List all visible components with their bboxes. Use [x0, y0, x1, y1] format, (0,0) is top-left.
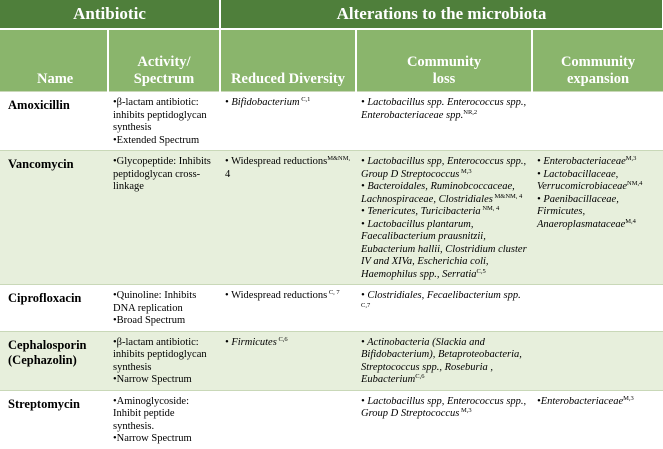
community-expansion-item — [537, 156, 659, 169]
activity-item: •Glycopeptide: Inhibits peptidoglycan cross-linkage — [113, 156, 216, 194]
column-header-expansion-line2: expansion — [567, 71, 629, 87]
group-header-alterations: Alterations to the microbiota — [220, 0, 663, 29]
reduced-diversity-item — [225, 97, 352, 110]
antibiotic-name: Cephalosporin (Cephazolin) — [0, 331, 108, 390]
community-expansion-item-text: • Lactobacillaceae, Verrucomicrobiaceae — [537, 169, 627, 193]
community-expansion-cell — [532, 331, 663, 390]
community-loss-item — [361, 337, 528, 387]
activity-item: •Narrow Spectrum — [113, 433, 216, 446]
reduced-diversity-item-reference-cont: 4 — [225, 169, 230, 180]
column-header-activity-line2: Spectrum — [134, 71, 194, 87]
community-expansion-item — [537, 169, 659, 194]
activity-item: •β-lactam antibiotic: inhibits peptidoglycan synthesis — [113, 337, 216, 375]
reduced-diversity-item-text: • Firmicutes — [225, 337, 277, 348]
antibiotic-name: Ciprofloxacin — [0, 285, 108, 332]
community-loss-cell — [356, 331, 532, 390]
reduced-diversity-item-reference: M&NM, — [327, 155, 350, 162]
community-loss-item-reference: M&NM, 4 — [493, 193, 522, 200]
activity-cell — [108, 390, 220, 449]
community-loss-item — [361, 206, 528, 219]
activity-item: •Quinoline: Inhibits DNA replication — [113, 290, 216, 315]
column-header-name-label: Name — [37, 71, 73, 87]
community-loss-item — [361, 156, 528, 181]
community-loss-item-text: • Lactobacillus spp, Enterococcus spp., Group D Streptococcus — [361, 156, 526, 180]
community-loss-item — [361, 396, 528, 421]
community-expansion-item-reference: M,4 — [625, 218, 636, 225]
community-expansion-cell — [532, 390, 663, 449]
community-expansion-item — [537, 396, 659, 409]
community-expansion-item-reference: NM,4 — [627, 180, 642, 187]
community-expansion-item-text: • Enterobacteriaceae — [537, 156, 626, 167]
community-expansion-cell — [532, 285, 663, 332]
reduced-diversity-cell — [220, 390, 356, 449]
community-loss-item — [361, 97, 528, 122]
community-expansion-cell — [532, 92, 663, 151]
community-loss-item-reference: NR,2 — [463, 109, 477, 116]
column-header-row — [0, 29, 663, 92]
activity-item: •Aminoglycoside: Inhibit peptide synthesis. — [113, 396, 216, 434]
community-loss-item-reference: NM, 4 — [481, 205, 500, 212]
community-loss-item — [361, 219, 528, 282]
community-loss-item-text: • Actinobacteria (Slackia and Bifidobacterium), Betaproteobacteria, Streptococcus spp., Roseburia , Eubacterium — [361, 337, 522, 386]
community-expansion-cell — [532, 151, 663, 285]
community-loss-cell — [356, 390, 532, 449]
community-loss-item-reference: C,7 — [361, 302, 370, 309]
reduced-diversity-item-text: • Widespread reductions — [225, 290, 327, 301]
community-loss-cell — [356, 151, 532, 285]
community-loss-item-reference: M,3 — [459, 407, 471, 414]
community-expansion-item-text: • Paenibacillaceae, Firmicutes, Anaeroplasmataceae — [537, 194, 625, 230]
community-loss-item-text: • Clostridiales, Fecaelibacterium spp. — [361, 290, 521, 301]
antibiotic-name: Amoxicillin — [0, 92, 108, 151]
table-row — [0, 390, 663, 449]
community-loss-item-reference: C,5 — [477, 268, 486, 275]
table-body — [0, 92, 663, 449]
group-header-row — [0, 0, 663, 29]
activity-cell — [108, 331, 220, 390]
column-header-loss-line1: Community — [407, 54, 481, 70]
activity-cell — [108, 92, 220, 151]
column-header-expansion — [532, 29, 663, 92]
community-loss-item-text: • Tenericutes, Turicibacteria — [361, 206, 481, 217]
reduced-diversity-item-reference: C,6 — [277, 336, 288, 343]
community-loss-item-text: • Lactobacillus spp, Enterococcus spp., Group D Streptococcus — [361, 396, 526, 420]
community-loss-cell — [356, 92, 532, 151]
column-header-activity — [108, 29, 220, 92]
community-loss-item-reference: M,3 — [459, 168, 471, 175]
table-row — [0, 92, 663, 151]
community-loss-item-text: • Lactobacillus spp. Enterococcus spp., Enterobacteriaceae spp. — [361, 97, 526, 121]
reduced-diversity-cell — [220, 331, 356, 390]
activity-item: •β-lactam antibiotic: inhibits peptidoglycan synthesis — [113, 97, 216, 135]
community-expansion-item-reference: M,3 — [626, 155, 637, 162]
column-header-loss-line2: loss — [433, 71, 456, 87]
community-loss-item — [361, 181, 528, 206]
column-header-reduced-label: Reduced Diversity — [231, 71, 345, 87]
reduced-diversity-cell — [220, 92, 356, 151]
reduced-diversity-item-reference: C, 7 — [327, 289, 339, 296]
reduced-diversity-item-text: • Widespread reductions — [225, 156, 327, 167]
community-loss-item-reference: C,6 — [415, 373, 424, 380]
community-expansion-item-text: •Enterobacteriaceae — [537, 396, 623, 407]
reduced-diversity-cell — [220, 151, 356, 285]
activity-item: •Extended Spectrum — [113, 135, 216, 148]
community-loss-item — [361, 290, 528, 315]
column-header-loss — [356, 29, 532, 92]
group-header-antibiotic: Antibiotic — [0, 0, 220, 29]
activity-cell — [108, 285, 220, 332]
community-expansion-item-reference: M,3 — [623, 395, 634, 402]
community-loss-item-text: • Lactobacillus plantarum, Faecalibacterium prausnitzii, Eubacterium hallii, Clostridium cluster IV and XIVa, Escherichia coli, Haemophilus spp., Serratia — [361, 219, 527, 280]
community-expansion-item — [537, 194, 659, 232]
antibiotic-name: Vancomycin — [0, 151, 108, 285]
reduced-diversity-cell — [220, 285, 356, 332]
column-header-expansion-line1: Community — [561, 54, 635, 70]
community-loss-cell — [356, 285, 532, 332]
table-row — [0, 151, 663, 285]
activity-item: •Broad Spectrum — [113, 315, 216, 328]
reduced-diversity-item — [225, 290, 352, 303]
column-header-name — [0, 29, 108, 92]
reduced-diversity-item-text: • Bifidobacterium — [225, 97, 300, 108]
antibiotic-name: Streptomycin — [0, 390, 108, 449]
activity-cell — [108, 151, 220, 285]
reduced-diversity-item — [225, 337, 352, 350]
table-row — [0, 285, 663, 332]
column-header-reduced — [220, 29, 356, 92]
community-loss-item-text: • Bacteroidales, Ruminobcoccaceae, Lachnospiraceae, Clostridiales — [361, 181, 515, 205]
reduced-diversity-item-reference: C,1 — [300, 96, 311, 103]
activity-item: •Narrow Spectrum — [113, 374, 216, 387]
table-row — [0, 331, 663, 390]
reduced-diversity-item — [225, 156, 352, 181]
column-header-activity-line1: Activity/ — [137, 54, 190, 70]
